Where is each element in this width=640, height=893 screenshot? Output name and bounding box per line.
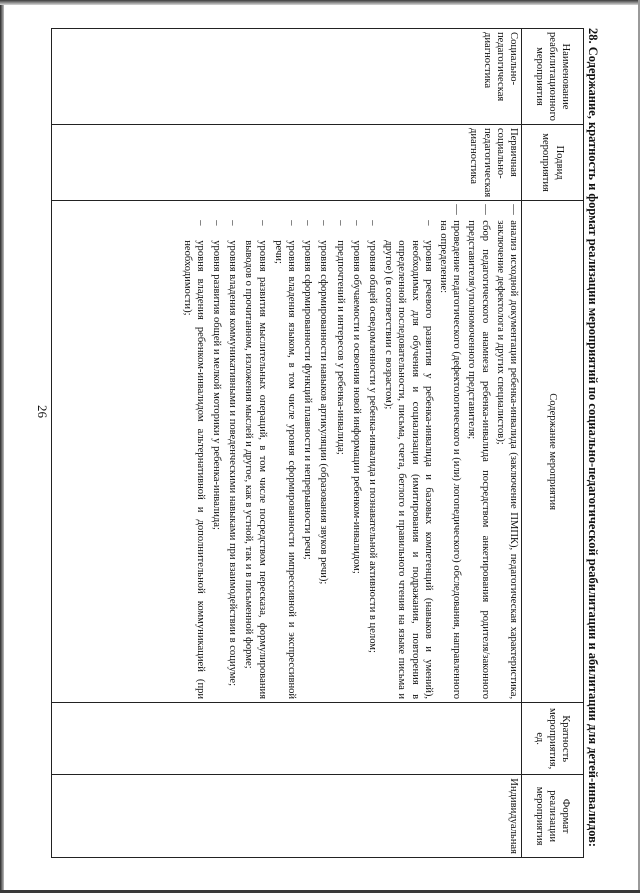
- list-dash: –: [334, 220, 346, 226]
- list-dash: –: [256, 220, 268, 226]
- list-text: уровня общей осведомленности у ребенка-инвалида и познавательной активности в целом;: [366, 240, 378, 653]
- list-dash: —: [451, 204, 463, 215]
- list-dash: —: [479, 204, 491, 215]
- list-subitem: [226, 220, 239, 699]
- list-item: [494, 204, 520, 699]
- list-dash: –: [194, 220, 206, 226]
- list-dash: –: [227, 220, 239, 226]
- list-text: уровня развития общей и мелкой моторики у ребенка-инвалида;: [210, 240, 222, 530]
- header-format: Формат реализации мероприятия: [522, 775, 584, 858]
- list-text: уровня сформированности функций плавности и непрерывности речи;: [302, 240, 314, 560]
- list-subitem: [180, 220, 206, 699]
- list-dash: –: [302, 220, 314, 226]
- section-title: 28. Содержание, кратность и формат реализации мероприятий по социально-педагогической реабилитации и абилитации для детей-инвалидов:: [586, 28, 600, 848]
- list-subitem: [350, 220, 363, 699]
- list-subitem: [317, 220, 330, 699]
- table-row: [52, 29, 522, 858]
- list-text: уровня владения коммуникативными и поведенческими навыками при взаимодействии в социуме;: [227, 240, 239, 687]
- content-list: [437, 204, 520, 699]
- scan-edge-left: [0, 0, 4, 893]
- list-dash: –: [210, 220, 222, 226]
- header-name: Наименование реабилитационного мероприятия: [522, 29, 584, 125]
- cell-format: Индивидуальная: [52, 775, 522, 858]
- list-subitem: [301, 220, 314, 699]
- list-subitem: [366, 220, 379, 699]
- list-text: уровня владения языком, в том числе уровня сформированности импрессивной и экспрессивной речи;: [272, 240, 297, 700]
- rotated-page: [20, 28, 600, 858]
- list-subitem: [272, 220, 298, 699]
- cell-subtype: Первичная социально-педагогическая диагностика: [52, 124, 522, 200]
- scan-edge-top: [0, 0, 640, 5]
- list-dash: –: [350, 220, 362, 226]
- list-item: [437, 204, 463, 699]
- header-subtype: Подвид мероприятия: [522, 124, 584, 200]
- list-dash: –: [318, 220, 330, 226]
- header-multiplicity: Кратность мероприятия, ед.: [522, 703, 584, 775]
- table-header-row: [522, 29, 584, 858]
- list-dash: —: [508, 204, 519, 215]
- page-number: 26: [35, 405, 50, 418]
- list-subitem: [210, 220, 223, 699]
- list-text: уровня владения ребенком-инвалидом альтернативной и дополнительной коммуникацией (при необходимости);: [181, 240, 206, 700]
- rehabilitation-table: [51, 28, 584, 858]
- list-subitem: [242, 220, 268, 699]
- list-text: уровня речевого развития у ребенка-инвалида и базовых компетенций (навыков и умений), необходимых для обучения и социализации (имитирования и подражания, повторения в определенной последовательности, письма, счета, беглого и правильного чтения на языке письма и другое) (в соответствии с возрастом);: [383, 240, 434, 700]
- cell-content: [52, 201, 522, 703]
- cell-multiplicity: [52, 703, 522, 775]
- list-item: [465, 204, 491, 699]
- list-text: проведение педагогического (дефектологического и (или) логопедического) обследования, направленного на определение:: [437, 220, 463, 700]
- list-text: сбор педагогического анамнеза ребенка-инвалида посредством анкетирования родителя/законного представителя/уполномоченного представителя;: [466, 220, 491, 700]
- list-text: уровня сформированности навыков артикуляции (образования звуков речи);: [318, 240, 330, 585]
- list-subitem: [382, 220, 435, 699]
- list-dash: –: [366, 220, 378, 226]
- list-text: анализ исходной документации ребенка-инвалида (заключение ПМПК), педагогическая характеристика, заключение дефектолога и других специалистов);: [494, 220, 519, 700]
- list-text: уровня обучаемости и освоения новой информации ребенком-инвалидом;: [350, 240, 362, 574]
- list-text: уровня развития мыслительных операций, в том числе посредством пересказа, формулирования выводов о прочитанном, изложения мыслей и другое, как в устной, так и в письменной форме;: [243, 240, 268, 700]
- list-subitem: [333, 220, 346, 699]
- cell-name: Социально-педагогическая диагностика: [52, 29, 522, 125]
- header-content: Содержание мероприятия: [522, 201, 584, 703]
- subitem-list: [180, 204, 434, 699]
- list-text: предпочтений и интересов у ребенка-инвалида;: [334, 240, 346, 455]
- list-dash: –: [285, 220, 297, 226]
- list-dash: –: [422, 220, 434, 226]
